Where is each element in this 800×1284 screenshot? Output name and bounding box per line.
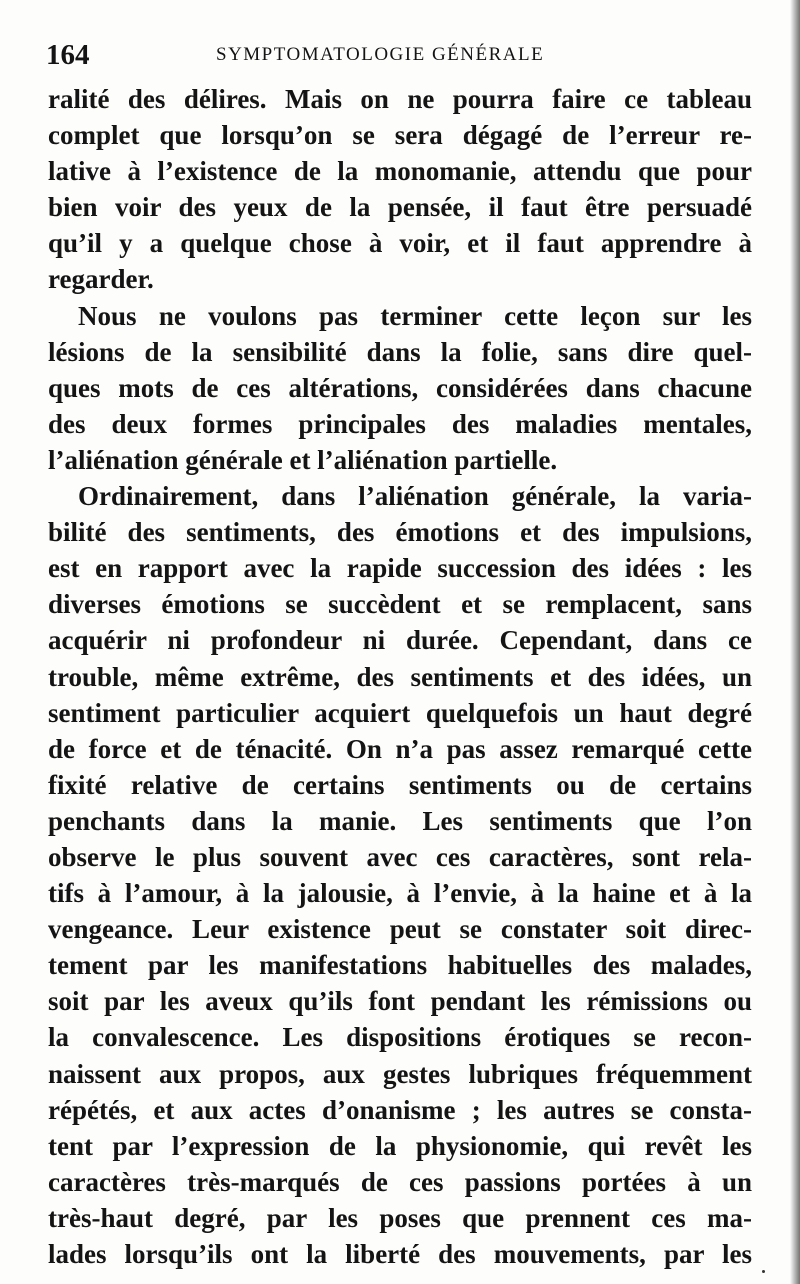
text-line: l’aliénation générale et l’aliénation partielle. xyxy=(48,444,558,475)
text-line: Nous ne voulons pas terminer cette leçon sur les xyxy=(78,300,752,331)
text-line: bilité des sentiments, des émotions et des impulsions, xyxy=(48,517,752,548)
text-line: sentiment particulier acquiert quelquefois un haut degré xyxy=(48,697,752,728)
text-line: naissent aux propos, aux gestes lubriques fréquemment xyxy=(48,1058,752,1089)
text-line: complet que lorsqu’on se sera dégagé de l’erreur re- xyxy=(48,120,752,151)
text-line: lésions de la sensibilité dans la folie, sans dire quel- xyxy=(48,336,752,367)
text-line: penchants dans la manie. Les sentiments que l’on xyxy=(48,805,752,836)
text-line: la convalescence. Les dispositions érotiques se recon- xyxy=(48,1022,752,1053)
text-line: qu’il y a quelque chose à voir, et il faut apprendre à xyxy=(48,228,752,259)
text-line: vengeance. Leur existence peut se constater soit direc- xyxy=(48,914,752,945)
text-line: tement par les manifestations habituelles des malades, xyxy=(48,950,752,981)
text-line: caractères très-marqués de ces passions portées à un xyxy=(48,1166,752,1197)
text-line: lades lorsqu’ils ont la liberté des mouvements, par les xyxy=(48,1239,752,1269)
text-line: fixité relative de certains sentiments ou de certains xyxy=(48,769,752,800)
print-speck xyxy=(762,1270,765,1273)
text-line: Ordinairement, dans l’aliénation générale, la varia- xyxy=(78,481,752,512)
text-line: ralité des délires. Mais on ne pourra faire ce tableau xyxy=(48,84,752,114)
text-line: soit par les aveux qu’ils font pendant les rémissions ou xyxy=(48,986,752,1017)
text-line: tifs à l’amour, à la jalousie, à l’envie, à la haine et à la xyxy=(48,878,752,909)
text-line: diverses émotions se succèdent et se remplacent, sans xyxy=(48,589,752,620)
text-line: très-haut degré, par les poses que prennent ces ma- xyxy=(48,1202,752,1233)
text-line: ques mots de ces altérations, considérées dans chacune xyxy=(48,372,752,403)
page-header xyxy=(46,38,754,72)
text-line: acquérir ni profondeur ni durée. Cependant, dans ce xyxy=(48,625,752,656)
page-edge-shadow xyxy=(790,0,800,1284)
running-head: SYMPTOMATOLOGIE GÉNÉRALE xyxy=(216,44,545,65)
text-line: lative à l’existence de la monomanie, attendu que pour xyxy=(48,156,752,187)
text-line: de force et de ténacité. On n’a pas assez remarqué cette xyxy=(48,733,752,764)
text-line: tent par l’expression de la physionomie, qui revêt les xyxy=(48,1130,752,1161)
text-line: trouble, même extrême, des sentiments et des idées, un xyxy=(48,661,752,692)
text-line: regarder. xyxy=(48,264,154,295)
body-text xyxy=(48,81,752,1272)
text-line: bien voir des yeux de la pensée, il faut être persuadé xyxy=(48,192,752,223)
text-line: observe le plus souvent avec ces caractères, sont rela- xyxy=(48,841,752,872)
text-line: des deux formes principales des maladies mentales, xyxy=(48,408,752,439)
page-number: 164 xyxy=(46,39,90,71)
text-line: est en rapport avec la rapide succession des idées : les xyxy=(48,553,752,584)
text-line: répétés, et aux actes d’onanisme ; les autres se consta- xyxy=(48,1094,752,1125)
